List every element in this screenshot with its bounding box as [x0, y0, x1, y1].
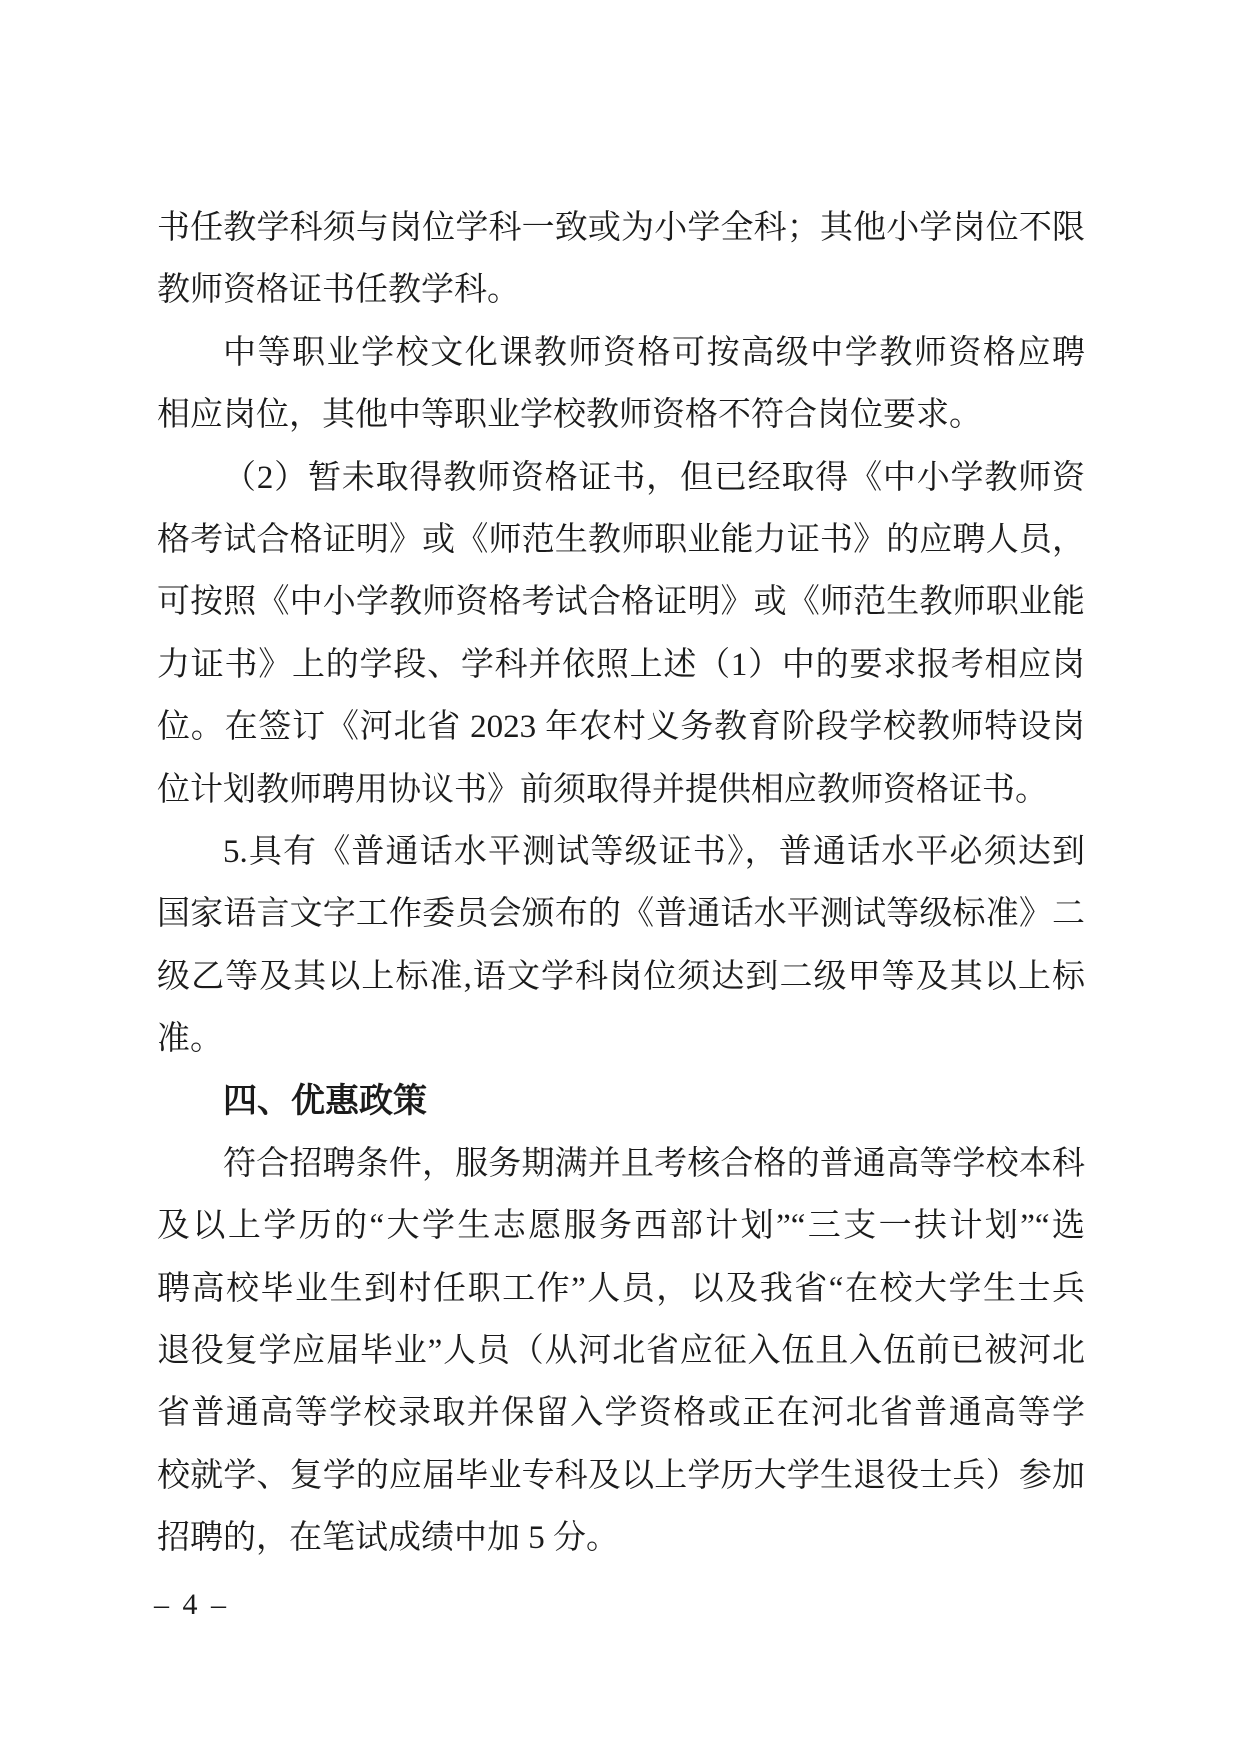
text-line: （2）暂未取得教师资格证书，但已经取得《中小学教师资	[223, 459, 1085, 496]
text-line: 退役复学应届毕业”人员（从河北省应征入伍且入伍前已被河北	[157, 1333, 1085, 1370]
text-line: 5.具有《普通话水平测试等级证书》，普通话水平必须达到	[223, 833, 1085, 870]
text-line: 教师资格证书任教学科。	[157, 272, 520, 309]
text-line: 准。	[157, 1021, 223, 1058]
text-line: 位计划教师聘用协议书》前须取得并提供相应教师资格证书。	[157, 771, 1048, 808]
document-body	[157, 197, 1085, 1570]
text-line: 书任教学科须与岗位学科一致或为小学全科；其他小学岗位不限	[157, 210, 1085, 246]
page-number: – 4 –	[154, 1588, 229, 1621]
text-line: 级乙等及其以上标准,语文学科岗位须达到二级甲等及其以上标	[157, 958, 1085, 995]
text-line: 力证书》上的学段、学科并依照上述（1）中的要求报考相应岗	[157, 646, 1085, 683]
text-line: 可按照《中小学教师资格考试合格证明》或《师范生教师职业能	[157, 584, 1085, 621]
text-line: 及以上学历的“大学生志愿服务西部计划”“三支一扶计划”“选	[157, 1208, 1085, 1245]
text-line: 位。在签订《河北省 2023 年农村义务教育阶段学校教师特设岗	[157, 709, 1085, 746]
text-line: 省普通高等学校录取并保留入学资格或正在河北省普通高等学	[157, 1395, 1085, 1432]
text-line: 格考试合格证明》或《师范生教师职业能力证书》的应聘人员，	[157, 521, 1085, 558]
text-line: 符合招聘条件，服务期满并且考核合格的普通高等学校本科	[223, 1145, 1085, 1182]
text-line: 中等职业学校文化课教师资格可按高级中学教师资格应聘	[223, 334, 1085, 371]
section-heading: 四、优惠政策	[223, 1082, 427, 1121]
text-line: 国家语言文字工作委员会颁布的《普通话水平测试等级标准》二	[157, 896, 1085, 933]
text-line: 聘高校毕业生到村任职工作”人员，以及我省“在校大学生士兵	[157, 1270, 1085, 1307]
text-line: 相应岗位，其他中等职业学校教师资格不符合岗位要求。	[157, 397, 982, 434]
text-line: 招聘的，在笔试成绩中加 5 分。	[157, 1520, 619, 1557]
text-line: 校就学、复学的应届毕业专科及以上学历大学生退役士兵）参加	[157, 1457, 1085, 1494]
